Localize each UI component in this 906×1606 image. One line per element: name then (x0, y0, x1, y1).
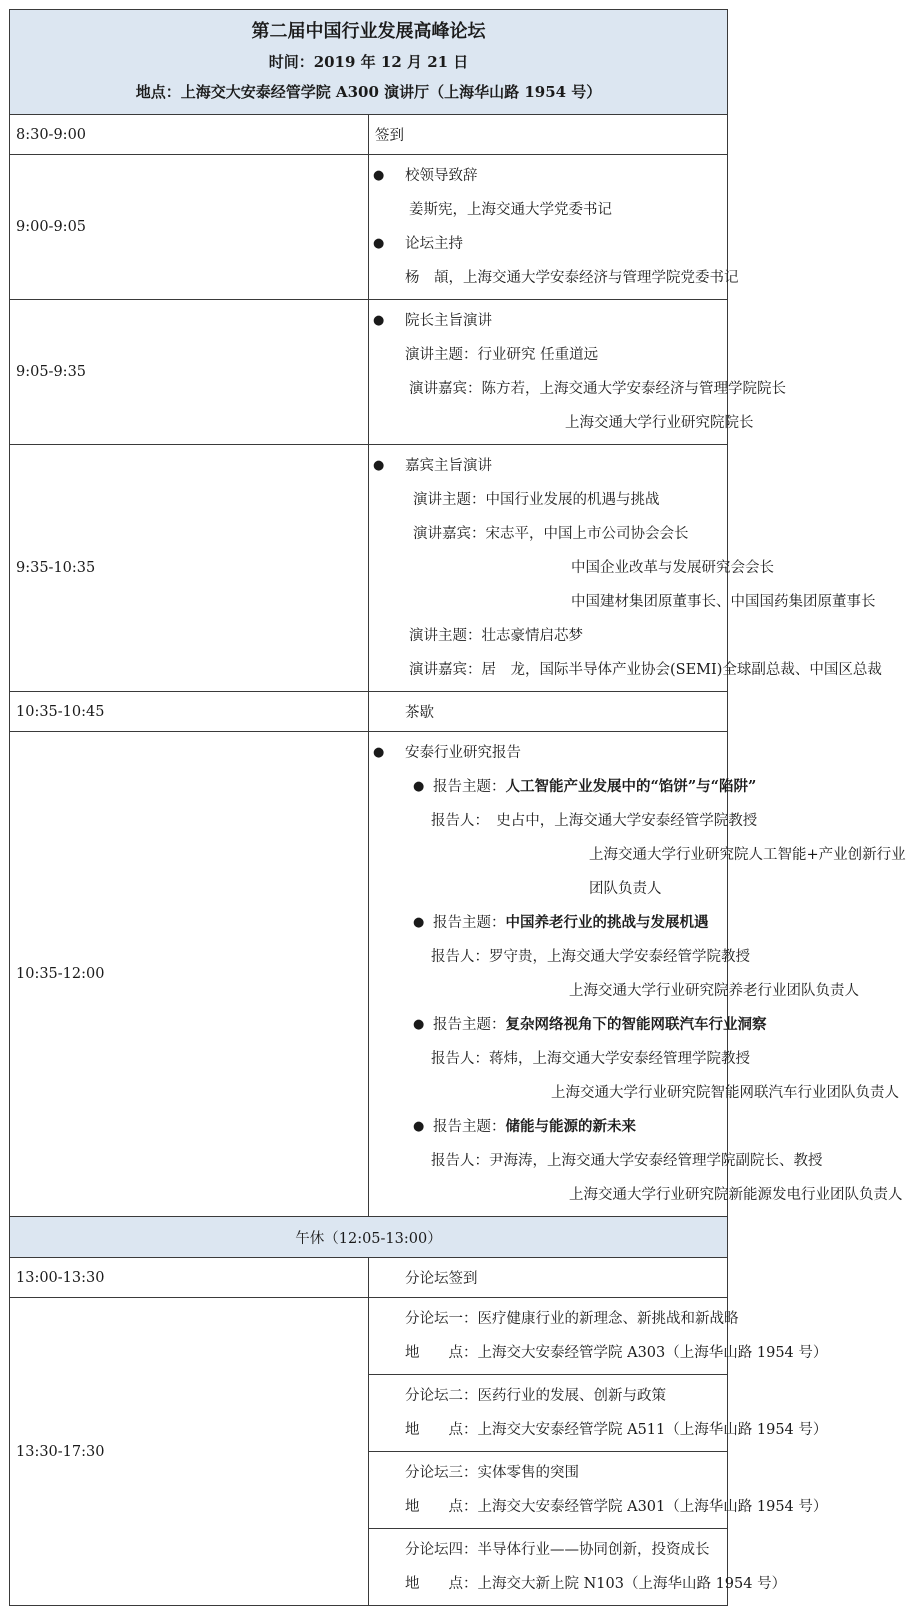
agenda-row (10, 692, 728, 732)
bullet-heading: 安泰行业研究报告 (405, 745, 521, 761)
speaker-line: 演讲嘉宾：陈方若，上海交通大学安泰经济与管理学院院长 (409, 381, 786, 397)
reporter-line: 报告人：尹海涛，上海交通大学安泰经管理学院副院长、教授 (431, 1153, 823, 1169)
time-cell: 13:00-13:30 (10, 1258, 369, 1298)
bullet-icon: ● (413, 779, 425, 794)
reporter-title-line: 团队负责人 (589, 881, 662, 897)
speaker-line: 演讲嘉宾：居 龙，国际半导体产业协会(SEMI)全球副总裁、中国区总裁 (409, 662, 882, 678)
time-cell: 9:35-10:35 (10, 445, 369, 692)
bullet-icon: ● (373, 745, 385, 760)
subforum-title: 分论坛一：医疗健康行业的新理念、新挑战和新战略 (405, 1311, 739, 1327)
subforum-location: 地 点：上海交大安泰经管学院 A511（上海华山路 1954 号） (405, 1422, 828, 1438)
item-cell (369, 1258, 728, 1298)
agenda-row (10, 732, 728, 1217)
agenda-row (10, 1298, 728, 1606)
event-venue: 地点：上海交大安泰经管学院 A300 演讲厅（上海华山路 1954 号） (135, 83, 602, 101)
subforum-location: 地 点：上海交大安泰经管学院 A303（上海华山路 1954 号） (405, 1345, 828, 1361)
event-time: 时间：2019 年 12 月 21 日 (268, 53, 469, 71)
speaker-line: 杨 頡，上海交通大学安泰经济与管理学院党委书记 (405, 270, 739, 286)
agenda-row (10, 155, 728, 300)
subforum-title: 分论坛三：实体零售的突围 (405, 1465, 579, 1481)
speaker-line: 姜斯宪，上海交通大学党委书记 (409, 202, 612, 218)
report-topic: 储能与能源的新未来 (505, 1118, 636, 1135)
topic-line: 演讲主题：中国行业发展的机遇与挑战 (413, 492, 660, 508)
time-cell: 10:35-12:00 (10, 732, 369, 1217)
topic-label: 报告主题： (433, 915, 506, 931)
subforum-block (369, 1451, 828, 1528)
item-cell (369, 300, 786, 445)
reporter-title-line: 上海交通大学行业研究院智能网联汽车行业团队负责人 (551, 1085, 899, 1101)
item-cell (369, 445, 882, 692)
speaker-line: 演讲嘉宾：宋志平，中国上市公司协会会长 (413, 526, 689, 542)
subforum-block (369, 1528, 787, 1605)
agenda-header (10, 10, 728, 115)
subforum-title: 分论坛四：半导体行业——协同创新，投资成长 (405, 1542, 710, 1558)
bullet-heading: 论坛主持 (405, 236, 463, 252)
agenda-row (10, 1258, 728, 1298)
item-cell (369, 1298, 828, 1606)
subforum-block (369, 1374, 828, 1451)
time-cell: 8:30-9:00 (10, 115, 369, 155)
speaker-title-line: 上海交通大学行业研究院院长 (565, 415, 754, 431)
agenda-table (9, 9, 906, 1606)
item-cell (369, 155, 739, 300)
bullet-icon: ● (413, 915, 425, 930)
subforum-checkin-label: 分论坛签到 (405, 1271, 478, 1287)
report-topic: 人工智能产业发展中的“馅饼”与“陷阱” (505, 778, 757, 795)
topic-label: 报告主题： (433, 779, 506, 795)
forum-title: 第二届中国行业发展高峰论坛 (251, 21, 486, 42)
agenda-row (10, 115, 728, 155)
bullet-icon: ● (373, 458, 385, 473)
bullet-icon: ● (373, 168, 385, 183)
reporter-line: 报告人：罗守贵，上海交通大学安泰经管学院教授 (431, 949, 750, 965)
bullet-icon: ● (413, 1017, 425, 1032)
reporter-line: 报告人：蒋炜，上海交通大学安泰经管理学院教授 (431, 1051, 750, 1067)
time-cell: 10:35-10:45 (10, 692, 369, 732)
topic-line: 演讲主题：行业研究 任重道远 (405, 347, 599, 363)
reporter-title-line: 上海交通大学行业研究院人工智能+产业创新行业 (589, 847, 906, 863)
break-label: 茶歇 (405, 705, 434, 721)
topic-label: 报告主题： (433, 1017, 506, 1033)
subforum-block (369, 1298, 828, 1374)
topic-line: 演讲主题：壮志豪情启芯梦 (409, 628, 583, 644)
topic-label: 报告主题： (433, 1119, 506, 1135)
bullet-icon: ● (373, 236, 385, 251)
lunch-band: 午休（12:05-13:00） (10, 1217, 728, 1258)
reporter-title-line: 上海交通大学行业研究院新能源发电行业团队负责人 (569, 1187, 903, 1203)
item-cell (369, 732, 906, 1217)
time-cell: 9:00-9:05 (10, 155, 369, 300)
bullet-heading: 嘉宾主旨演讲 (405, 458, 492, 474)
speaker-title-line: 中国企业改革与发展研究会会长 (571, 560, 774, 576)
bullet-heading: 院长主旨演讲 (405, 313, 492, 329)
bullet-icon: ● (373, 313, 385, 328)
time-cell: 9:05-9:35 (10, 300, 369, 445)
agenda-row (10, 300, 728, 445)
subforum-location: 地 点：上海交大新上院 N103（上海华山路 1954 号） (405, 1576, 787, 1592)
speaker-title-line: 中国建材集团原董事长、中国国药集团原董事长 (571, 594, 876, 610)
checkin-label: 签到 (375, 128, 404, 144)
subforum-title: 分论坛二：医药行业的发展、创新与政策 (405, 1388, 666, 1404)
report-topic: 复杂网络视角下的智能网联汽车行业洞察 (505, 1016, 767, 1033)
bullet-heading: 校领导致辞 (405, 168, 478, 184)
subforum-location: 地 点：上海交大安泰经管学院 A301（上海华山路 1954 号） (405, 1499, 828, 1515)
bullet-icon: ● (413, 1119, 425, 1134)
agenda-document (9, 9, 906, 1606)
item-cell (369, 115, 728, 155)
report-topic: 中国养老行业的挑战与发展机遇 (505, 914, 709, 931)
reporter-line: 报告人： 史占中，上海交通大学安泰经管学院教授 (431, 813, 758, 829)
lunch-row (10, 1217, 728, 1258)
reporter-title-line: 上海交通大学行业研究院养老行业团队负责人 (569, 983, 859, 999)
agenda-row (10, 445, 728, 692)
item-cell (369, 692, 728, 732)
time-cell: 13:30-17:30 (10, 1298, 369, 1606)
